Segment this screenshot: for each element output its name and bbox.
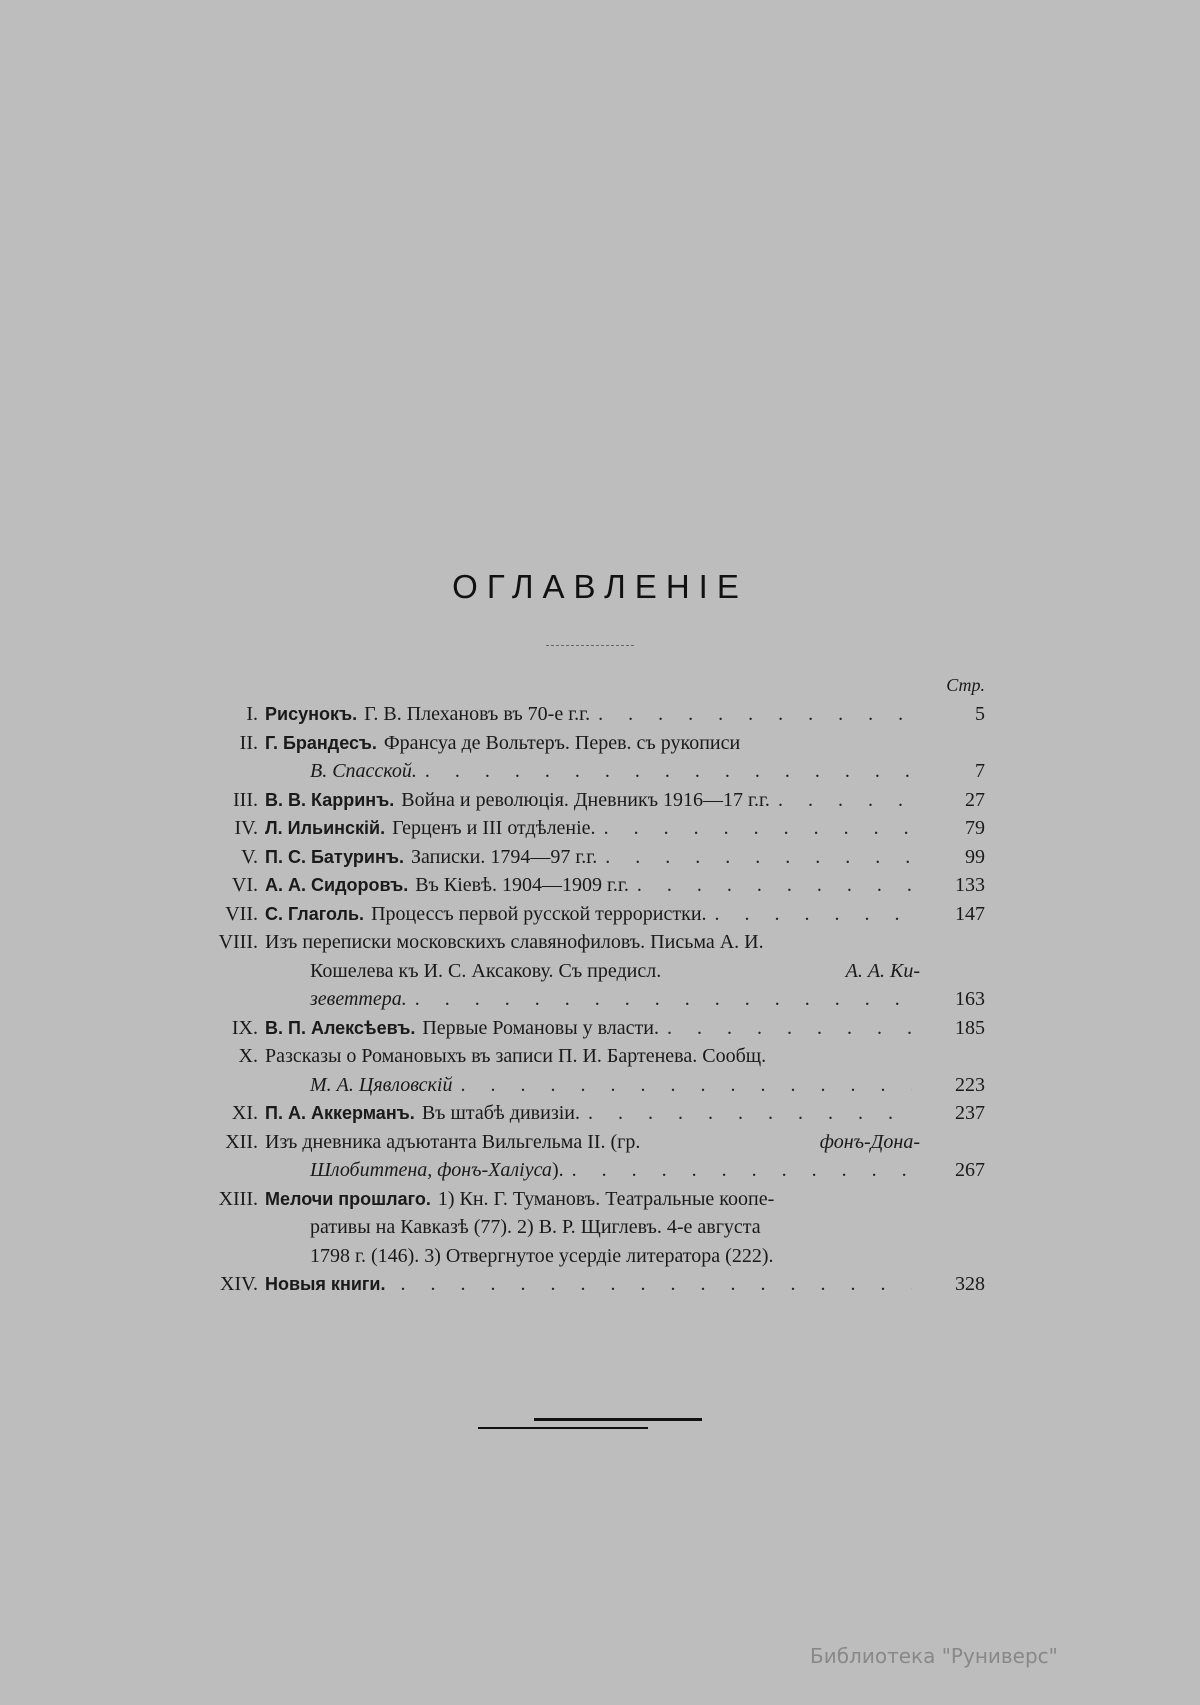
dot-leaders [460,1071,912,1100]
dot-leaders [598,700,912,729]
dot-leaders [667,1014,912,1043]
entry-title: 1) Кн. Г. Тумановъ. Театральные коопе- [437,1187,775,1210]
entry-author: П. С. Батуринъ. [265,846,404,867]
page-number: 328 [955,1273,985,1295]
entry-italic-text: фонъ-Дона- [819,1130,920,1153]
end-divider-top [534,1418,702,1421]
entry-title-tail: ). [551,1159,564,1181]
toc-line [200,757,985,786]
entry-title: Разсказы о Романовыхъ въ записи П. И. Бартенева. Сообщ. [265,1045,767,1067]
toc-line [200,1185,985,1214]
page-number: 99 [965,845,985,868]
toc-line [200,871,985,900]
entry-number: II. [239,731,258,754]
toc-line [200,928,985,957]
entry-number: XIII. [218,1187,258,1210]
toc-entry [200,814,985,843]
entry-author: Рисунокъ. [265,704,358,724]
toc-entry [200,1042,985,1099]
toc-line [200,700,985,729]
entry-author: Мелочи прошлаго. [265,1188,431,1209]
entry-italic-text: зеветтера. [310,988,407,1010]
entry-author: П. А. Аккерманъ. [265,1103,415,1123]
toc-entry [200,700,985,729]
entry-number: VI. [231,874,258,896]
entry-author: Л. Ильинскій. [265,818,386,838]
entry-title: Процессъ первой русской террористки. [371,902,707,925]
toc-line [200,814,985,843]
dot-leaders [572,1156,912,1185]
page-column-label: Стр. [946,675,985,695]
page-number: 223 [955,1073,985,1096]
toc-line [200,1071,985,1100]
toc-entry [200,843,985,872]
dot-leaders [425,757,912,786]
entry-author: В. П. Алексѣевъ. [265,1017,416,1038]
page-title: ОГЛАВЛЕНІЕ [452,568,748,605]
dot-leaders [400,1270,912,1299]
entry-number: V. [241,845,258,868]
page-number: 237 [955,1102,985,1124]
dot-leaders [588,1099,912,1128]
entry-number: IX. [231,1016,258,1039]
entry-title: 1798 г. (146). 3) Отвергнутое усердіе литератора (222). [310,1244,774,1267]
entry-title: Въ Кіевѣ. 1904—1909 г.г. [415,874,629,896]
toc-line [200,786,985,815]
library-watermark: Библиотека "Руниверс" [810,1644,1058,1668]
toc-line [200,1213,985,1242]
entry-number: I. [246,703,258,725]
toc-line [200,1156,985,1185]
entry-author: Г. Брандесъ. [265,732,377,753]
entry-title: Кошелева къ И. С. Аксакову. Съ предисл. [310,959,662,982]
dot-leaders [604,814,912,843]
toc-line [200,1099,985,1128]
toc-line [200,729,985,758]
page-number: 267 [955,1159,985,1181]
toc-entry [200,786,985,815]
dot-leaders [637,871,912,900]
dot-leaders [415,985,912,1014]
entry-title: Франсуа де Вольтеръ. Перев. съ рукописи [383,731,741,754]
entry-title: Г. В. Плехановъ въ 70-е г.г. [364,703,591,725]
page-number: 79 [965,817,985,839]
entry-italic-text: М. А. Цявловскій [310,1073,453,1096]
entry-italic-text: Шлобиттена, фонъ-Халіуса [310,1159,552,1181]
toc-entry [200,1185,985,1271]
title-divider [546,645,634,646]
toc-line [200,843,985,872]
page-number: 133 [955,874,985,896]
toc-line [200,1270,985,1299]
table-of-contents [200,700,985,1299]
entry-number: IV. [234,817,258,839]
entry-number: III. [233,788,258,811]
entry-number: XIV. [220,1273,258,1295]
page-number: 5 [975,703,985,725]
toc-entry [200,928,985,1014]
entry-title: Изъ дневника адъютанта Вильгельма II. (гр. [265,1130,641,1153]
entry-title: Герценъ и III отдѣленіе. [392,817,596,839]
entry-italic-text: В. Спасской. [310,760,417,782]
entry-title: ративы на Кавказѣ (77). 2) В. Р. Щиглевъ. 4-е августа [310,1216,761,1238]
entry-title: Изъ переписки московскихъ славянофиловъ. Письма А. И. [265,931,764,953]
toc-entry [200,1099,985,1128]
page-number: 185 [955,1016,985,1039]
entry-title: Первые Романовы у власти. [422,1016,659,1039]
toc-line [200,957,985,986]
entry-author: В. В. Карринъ. [265,789,395,810]
dot-leaders [778,786,912,815]
entry-italic-text: А. А. Ки- [845,959,920,982]
entry-number: XII. [225,1130,258,1153]
toc-line [200,1128,985,1157]
toc-entry [200,1270,985,1299]
entry-author: А. А. Сидоровъ. [265,875,409,895]
page-number: 7 [975,760,985,782]
dot-leaders [605,843,912,872]
toc-entry [200,729,985,786]
entry-author: Новыя книги. [265,1274,386,1294]
page-number: 147 [955,902,985,925]
entry-number: XI. [231,1102,258,1124]
entry-title: Записки. 1794—97 г.г. [410,845,598,868]
toc-line [200,1242,985,1271]
toc-line [200,985,985,1014]
end-divider-bottom [478,1427,648,1429]
toc-entry [200,1014,985,1043]
entry-number: VII. [225,902,258,925]
entry-title: Война и революція. Дневникъ 1916—17 г.г. [401,788,770,811]
entry-number: VIII. [218,931,258,953]
page-number: 27 [965,788,985,811]
entry-author: С. Глаголь. [265,903,365,924]
toc-line [200,1014,985,1043]
entry-number: X. [238,1045,258,1067]
toc-line [200,900,985,929]
toc-entry [200,871,985,900]
toc-entry [200,1128,985,1185]
page-number: 163 [955,988,985,1010]
toc-entry [200,900,985,929]
toc-line [200,1042,985,1071]
dot-leaders [715,900,912,929]
entry-title: Въ штабѣ дивизіи. [421,1102,580,1124]
